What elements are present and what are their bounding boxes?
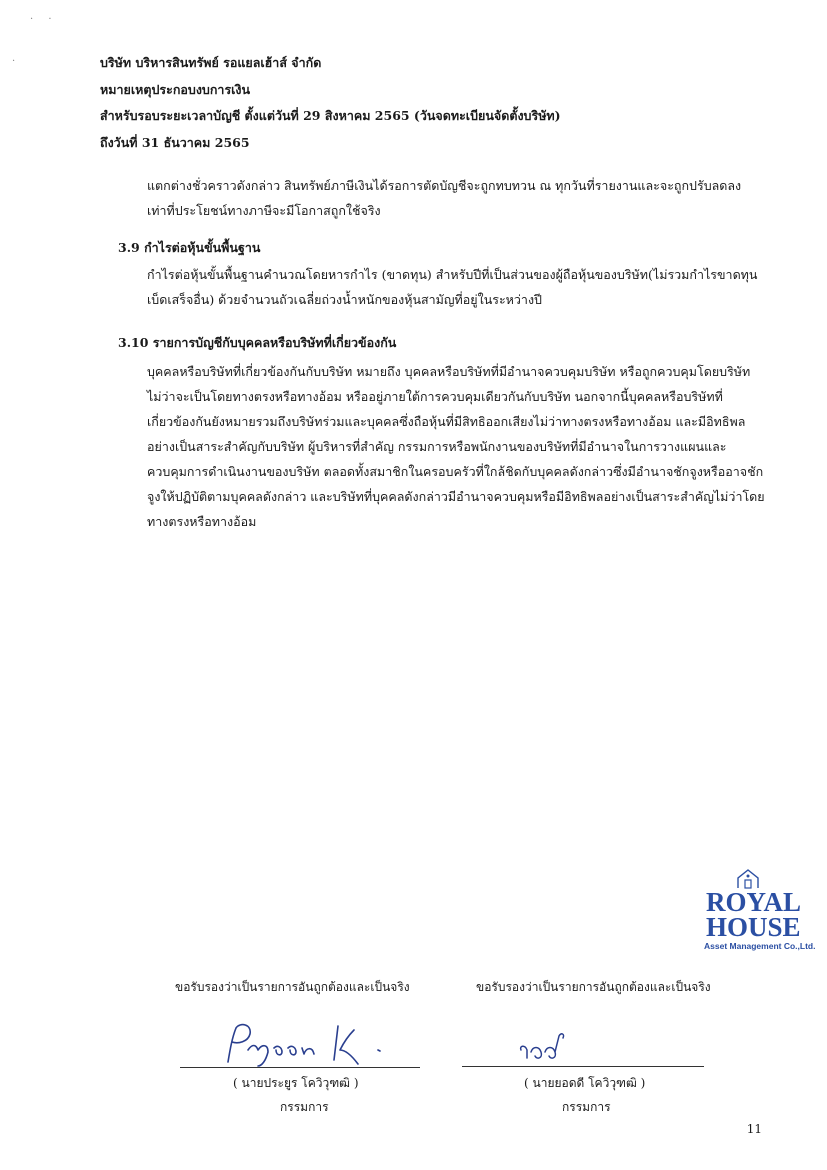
- page-number: 11: [746, 1122, 762, 1136]
- certify-statement-1: ขอรับรองว่าเป็นรายการอันถูกต้องและเป็นจริง: [175, 980, 410, 994]
- section-3-9-title: 3.9 กำไรต่อหุ้นขั้นพื้นฐาน: [118, 240, 261, 255]
- logo-word-house: HOUSE: [706, 912, 801, 942]
- text-line: ทางตรงหรือทางอ้อม: [147, 514, 257, 529]
- signer-role-1: กรรมการ: [280, 1100, 329, 1114]
- document-title: หมายเหตุประกอบงบการเงิน: [100, 82, 251, 97]
- signature-line-1: [180, 1067, 420, 1068]
- end-date-line: ถึงวันที่ 31 ธันวาคม 2565: [100, 135, 250, 150]
- signature-line-2: [462, 1066, 704, 1067]
- signer-role-2: กรรมการ: [562, 1100, 611, 1114]
- text-line: จูงให้ปฏิบัติตามบุคคลดังกล่าว และบริษัทที่บุคคลดังกล่าวมีอำนาจควบคุมหรือมีอิทธิพลอย่างเป็นสาระสำคัญไม่ว่าโดย: [147, 489, 765, 504]
- period-line: สำหรับรอบระยะเวลาบัญชี ตั้งแต่วันที่ 29 สิงหาคม 2565 (วันจดทะเบียนจัดตั้งบริษัท): [100, 108, 561, 123]
- section-3-10-title: 3.10 รายการบัญชีกับบุคคลหรือบริษัทที่เกี่ยวข้องกัน: [118, 335, 397, 350]
- text-line: ไม่ว่าจะเป็นโดยทางตรงหรือทางอ้อม หรืออยู่ภายใต้การควบคุมเดียวกันกับบริษัท นอกจากนี้บุคคลหรือบริษัทที่: [147, 389, 723, 404]
- text-line: ควบคุมการดำเนินงานของบริษัท ตลอดทั้งสมาชิกในครอบครัวที่ใกล้ชิดกับบุคคลดังกล่าวซึ่งมีอำนาจชักจูงหรืออาจชัก: [147, 464, 764, 479]
- text-line: เบ็ดเสร็จอื่น) ด้วยจำนวนถัวเฉลี่ยถ่วงน้ำหนักของหุ้นสามัญที่อยู่ในระหว่างปี: [147, 292, 542, 307]
- intro-paragraph: [147, 173, 741, 223]
- text-line: เกี่ยวข้องกันยังหมายรวมถึงบริษัทร่วมและบุคคลซึ่งถือหุ้นที่มีสิทธิออกเสียงไม่ว่าทางตรงหรือทางอ้อม และมีอิทธิพล: [147, 414, 746, 429]
- section-3-9-body: [147, 262, 757, 312]
- text-line: แตกต่างชั่วคราวดังกล่าว สินทรัพย์ภาษีเงินได้รอการตัดบัญชีจะถูกทบทวน ณ ทุกวันที่รายงานและจะถูกปรับลดลง: [147, 178, 742, 193]
- scan-mark: ·: [12, 56, 22, 67]
- company-name: บริษัท บริหารสินทรัพย์ รอแยลเฮ้าส์ จำกัด: [100, 55, 322, 70]
- section-3-10-body: [147, 359, 765, 534]
- text-line: อย่างเป็นสาระสำคัญกับบริษัท ผู้บริหารที่สำคัญ กรรมการหรือพนักงานของบริษัทที่มีอำนาจในการวางแผนและ: [147, 439, 727, 454]
- signature-prayoon: [218, 1020, 388, 1070]
- certify-statement-2: ขอรับรองว่าเป็นรายการอันถูกต้องและเป็นจริง: [476, 980, 711, 994]
- text-line: เท่าที่ประโยชน์ทางภาษีจะมีโอกาสถูกใช้จริง: [147, 203, 381, 218]
- text-line: บุคคลหรือบริษัทที่เกี่ยวข้องกันกับบริษัท หมายถึง บุคคลหรือบริษัทที่มีอำนาจควบคุมบริษัท หรือถูกควบคุมโดยบริษัท: [147, 364, 751, 379]
- text-line: กำไรต่อหุ้นขั้นพื้นฐานคำนวณโดยหารกำไร (ขาดทุน) สำหรับปีที่เป็นส่วนของผู้ถือหุ้นของบริษัท(ไม่รวมกำไรขาดทุน: [147, 267, 758, 282]
- scan-mark: · ·: [30, 14, 58, 25]
- signer-name-1: ( นายประยูร โควิวุฑฒิ ): [233, 1076, 359, 1090]
- signature-yoddee: [515, 1030, 575, 1066]
- company-logo: [706, 868, 814, 951]
- logo-subtitle: Asset Management Co.,Ltd.: [704, 941, 816, 951]
- logo-word-royal: ROYAL: [706, 887, 802, 917]
- signer-name-2: ( นายยอดดี โควิวุฑฒิ ): [524, 1076, 646, 1090]
